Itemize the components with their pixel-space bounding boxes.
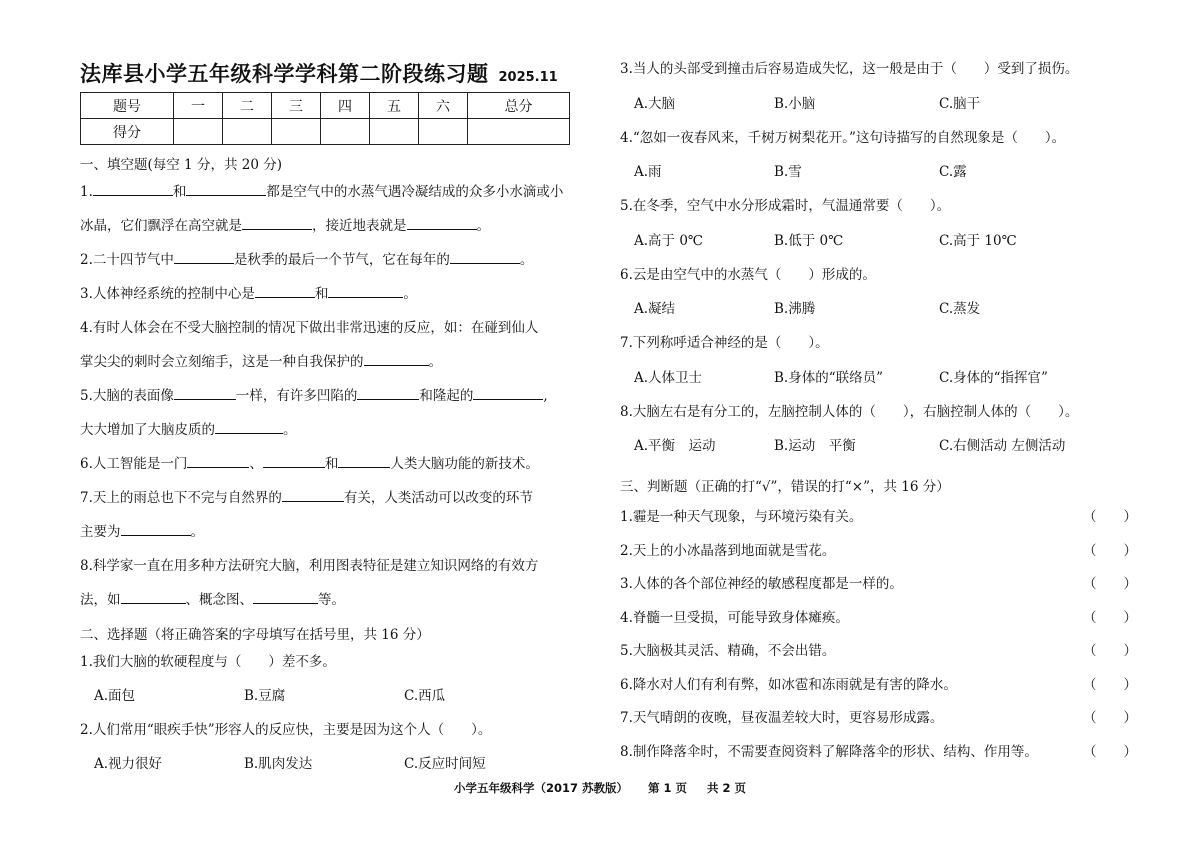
options-row — [620, 292, 1135, 326]
judgement-item — [620, 635, 1135, 669]
footer-total-pages: 共 2 页 — [707, 781, 747, 795]
score-input-cell[interactable] — [468, 119, 570, 145]
judgement-item — [620, 602, 1135, 636]
option-a: A.高于 0℃ — [634, 232, 704, 249]
judgement-item — [620, 568, 1135, 602]
exam-date: 2025.11 — [498, 70, 558, 85]
options-row — [620, 361, 1135, 395]
option-a: A.人体卫士 — [634, 369, 703, 386]
judgement-text: 4.脊髓一旦受损，可能导致身体瘫痪。 — [620, 609, 849, 626]
score-cell: 得分 — [81, 119, 174, 145]
text: 。 — [283, 422, 297, 438]
judgement-item — [620, 736, 1135, 770]
answer-paren[interactable]: （ ） — [1083, 609, 1137, 626]
answer-blank[interactable] — [450, 249, 520, 264]
page-footer — [0, 780, 1200, 796]
options-row — [620, 429, 1135, 463]
score-input-cell[interactable] — [223, 119, 272, 145]
question-stem: 6.云是由空气中的水蒸气（ ）形成的。 — [620, 266, 876, 283]
score-cell: 四 — [321, 93, 370, 119]
option-c: C.露 — [939, 164, 967, 180]
answer-blank[interactable] — [215, 419, 283, 434]
score-cell: 三 — [272, 93, 321, 119]
question-stem: 3.当人的头部受到撞击后容易造成失忆，这一般是由于（ ）受到了损伤。 — [620, 61, 1079, 77]
judgement-text: 2.天上的小冰晶落到地面就是雪花。 — [620, 542, 836, 559]
option-a: A.视力很好 — [94, 756, 163, 772]
text: ，接近地表就是 — [312, 218, 407, 234]
answer-blank[interactable] — [121, 589, 186, 604]
judgement-text: 3.人体的各个部位神经的敏感程度都是一样的。 — [620, 576, 903, 592]
fill-line — [80, 515, 580, 549]
score-table-score-row — [81, 119, 570, 145]
question-stem: 7.下列称呼适合神经的是（ ）。 — [620, 335, 829, 351]
option-b: B.豆腐 — [244, 688, 286, 704]
score-cell: 六 — [419, 93, 468, 119]
option-b: B.低于 0℃ — [774, 232, 844, 249]
option-b: B.小脑 — [774, 95, 816, 112]
judgement-text: 5.大脑极其灵活、精确，不会出错。 — [620, 643, 836, 659]
judgement-text: 6.降水对人们有利有弊，如冰雹和冻雨就是有害的降水。 — [620, 676, 957, 693]
score-cell: 一 — [174, 93, 223, 119]
option-c: C.西瓜 — [404, 688, 446, 704]
answer-paren[interactable]: （ ） — [1083, 676, 1137, 693]
text: 。 — [476, 218, 490, 234]
score-cell: 五 — [370, 93, 419, 119]
text: 4.有时人体会在不受大脑控制的情况下做出非常迅速的反应，如：在碰到仙人 — [80, 320, 539, 336]
judgement-text: 8.制作降落伞时，不需要查阅资料了解降落伞的形状、结构、作用等。 — [620, 743, 1038, 760]
answer-blank[interactable] — [282, 487, 344, 502]
text: 是秋季的最后一个节气，它在每年的 — [233, 252, 450, 268]
options-row — [620, 155, 1135, 189]
question-stem: 1.我们大脑的软硬程度与（ ）差不多。 — [80, 654, 336, 670]
answer-paren[interactable]: （ ） — [1083, 743, 1137, 760]
judgement-item — [620, 535, 1135, 569]
text: 都是空气中的水蒸气遇冷凝结成的众多小水滴或小 — [266, 184, 564, 200]
judgement-item — [620, 669, 1135, 703]
score-input-cell[interactable] — [321, 119, 370, 145]
score-cell: 总分 — [468, 93, 570, 119]
score-cell: 题号 — [81, 93, 174, 119]
section-2-heading: 二、选择题（将正确答案的字母填写在括号里，共 16 分） — [80, 627, 430, 643]
score-input-cell[interactable] — [419, 119, 468, 145]
options-row — [620, 87, 1135, 121]
option-b: B.沸腾 — [774, 301, 816, 317]
text: , — [543, 388, 548, 404]
judgement-item — [620, 501, 1135, 535]
fill-line — [80, 345, 580, 379]
right-column — [620, 52, 1135, 769]
footer-subject: 小学五年级科学（2017 苏教版） — [453, 781, 628, 795]
option-b: B.雪 — [774, 164, 802, 180]
fill-line — [80, 243, 580, 277]
text: 2.二十四节气中 — [80, 252, 174, 268]
option-a: A.凝结 — [634, 301, 676, 317]
option-a: A.平衡 运动 — [634, 438, 716, 454]
answer-blank[interactable] — [407, 215, 477, 230]
text: 。 — [403, 286, 417, 302]
text: 和 — [324, 456, 339, 472]
fill-line — [80, 277, 580, 311]
fill-line — [80, 379, 580, 413]
fill-line — [80, 481, 580, 515]
answer-blank[interactable] — [121, 521, 191, 536]
judgement-list — [620, 501, 1135, 769]
text: 、 — [249, 456, 263, 472]
answer-blank[interactable] — [242, 215, 312, 230]
section-1-questions — [80, 175, 580, 617]
option-b: B.身体的“联络员” — [774, 369, 884, 386]
text: 5.大脑的表面像 — [80, 388, 174, 404]
answer-blank[interactable] — [263, 453, 325, 468]
text: 掌尖尖的刺时会立刻缩手，这是一种自我保护的 — [80, 354, 364, 370]
judgement-text: 1.霾是一种天气现象，与环境污染有关。 — [620, 509, 863, 525]
answer-blank[interactable] — [174, 249, 234, 264]
text: 8.科学家一直在用多种方法研究大脑，利用图表特征是建立知识网络的有效方 — [80, 558, 539, 574]
score-table-header-row — [81, 93, 570, 119]
text: 7.天上的雨总也下不完与自然界的 — [80, 490, 282, 506]
judgement-item — [620, 702, 1135, 736]
fill-line — [80, 413, 580, 447]
footer-page-number: 第 1 页 — [647, 781, 687, 795]
text: 大大增加了大脑皮质的 — [80, 422, 215, 438]
text: 3.人体神经系统的控制中心是 — [80, 286, 255, 302]
option-c: C.脑干 — [939, 95, 981, 112]
answer-paren[interactable]: （ ） — [1083, 710, 1137, 726]
question-stem: 2.人们常用“眼疾手快”形容人的反应快，主要是因为这个人（ ）。 — [80, 722, 492, 738]
option-a: A.大脑 — [634, 95, 676, 112]
question-stem: 8.大脑左右是有分工的，左脑控制人体的（ ），右脑控制人体的（ ）。 — [620, 403, 1079, 420]
answer-blank[interactable] — [255, 283, 315, 298]
option-a: A.雨 — [634, 164, 662, 180]
answer-blank[interactable] — [473, 385, 543, 400]
text: 一样，有许多凹陷的 — [235, 388, 358, 404]
option-c: C.高于 10℃ — [939, 232, 1017, 249]
text: 法，如 — [80, 592, 121, 608]
answer-blank[interactable] — [186, 181, 266, 196]
text: 和隆起的 — [419, 388, 474, 404]
option-c: C.身体的“指挥官” — [939, 369, 1048, 386]
score-cell: 二 — [223, 93, 272, 119]
fill-line — [80, 549, 580, 583]
score-input-cell[interactable] — [272, 119, 321, 145]
text: 等。 — [318, 592, 345, 608]
left-column — [80, 58, 580, 781]
fill-line — [80, 311, 580, 345]
answer-blank[interactable] — [328, 283, 403, 298]
answer-blank[interactable] — [187, 453, 249, 468]
section-1-heading: 一、填空题(每空 1 分，共 20 分) — [80, 157, 282, 173]
answer-paren[interactable]: （ ） — [1083, 643, 1137, 659]
judgement-text: 7.天气晴朗的夜晚，昼夜温差较大时，更容易形成露。 — [620, 710, 944, 726]
text: 冰晶，它们飘浮在高空就是 — [80, 218, 242, 234]
score-input-cell[interactable] — [370, 119, 419, 145]
answer-blank[interactable] — [357, 385, 419, 400]
text: 和 — [314, 286, 329, 302]
score-input-cell[interactable] — [174, 119, 223, 145]
text: 有关，人类活动可以改变的环节 — [343, 490, 533, 506]
title-row — [80, 58, 580, 92]
answer-blank[interactable] — [174, 385, 236, 400]
text: 、概念图、 — [185, 592, 253, 608]
option-b: B.肌肉发达 — [244, 756, 313, 772]
option-c: C.右侧活动 左侧活动 — [939, 438, 1066, 454]
answer-paren[interactable]: （ ） — [1083, 542, 1137, 559]
question-stem: 4.“忽如一夜春风来，千树万树梨花开。”这句诗描写的自然现象是（ ）。 — [620, 129, 1066, 146]
text: 1. — [80, 184, 93, 200]
fill-line — [80, 583, 580, 617]
fill-line — [80, 209, 580, 243]
answer-paren[interactable]: （ ） — [1083, 509, 1137, 525]
option-c: C.蒸发 — [939, 301, 981, 317]
score-table — [80, 92, 570, 145]
text: 和 — [172, 184, 187, 200]
option-c: C.反应时间短 — [404, 756, 486, 772]
question-stem: 5.在冬季，空气中水分形成霜时，气温通常要（ ）。 — [620, 198, 951, 214]
text: 。 — [190, 524, 204, 540]
section-3-heading: 三、判断题（正确的打“√”，错误的打“×”，共 16 分） — [620, 479, 950, 495]
options-row — [80, 679, 580, 713]
fill-line — [80, 447, 580, 481]
text: 。 — [428, 354, 442, 370]
option-b: B.运动 平衡 — [774, 438, 856, 454]
text: 人类大脑功能的新技术。 — [390, 456, 539, 472]
options-row — [80, 747, 580, 781]
text: 6.人工智能是一门 — [80, 456, 188, 472]
page-title: 法库县小学五年级科学学科第二阶段练习题 — [80, 62, 489, 86]
answer-blank[interactable] — [338, 453, 390, 468]
text: 。 — [519, 252, 534, 268]
fill-line — [80, 175, 580, 209]
answer-blank[interactable] — [93, 181, 173, 196]
answer-blank[interactable] — [364, 351, 429, 366]
answer-blank[interactable] — [253, 589, 318, 604]
options-row — [620, 224, 1135, 258]
text: 主要为 — [80, 524, 121, 540]
option-a: A.面包 — [94, 688, 136, 704]
answer-paren[interactable]: （ ） — [1083, 576, 1137, 592]
